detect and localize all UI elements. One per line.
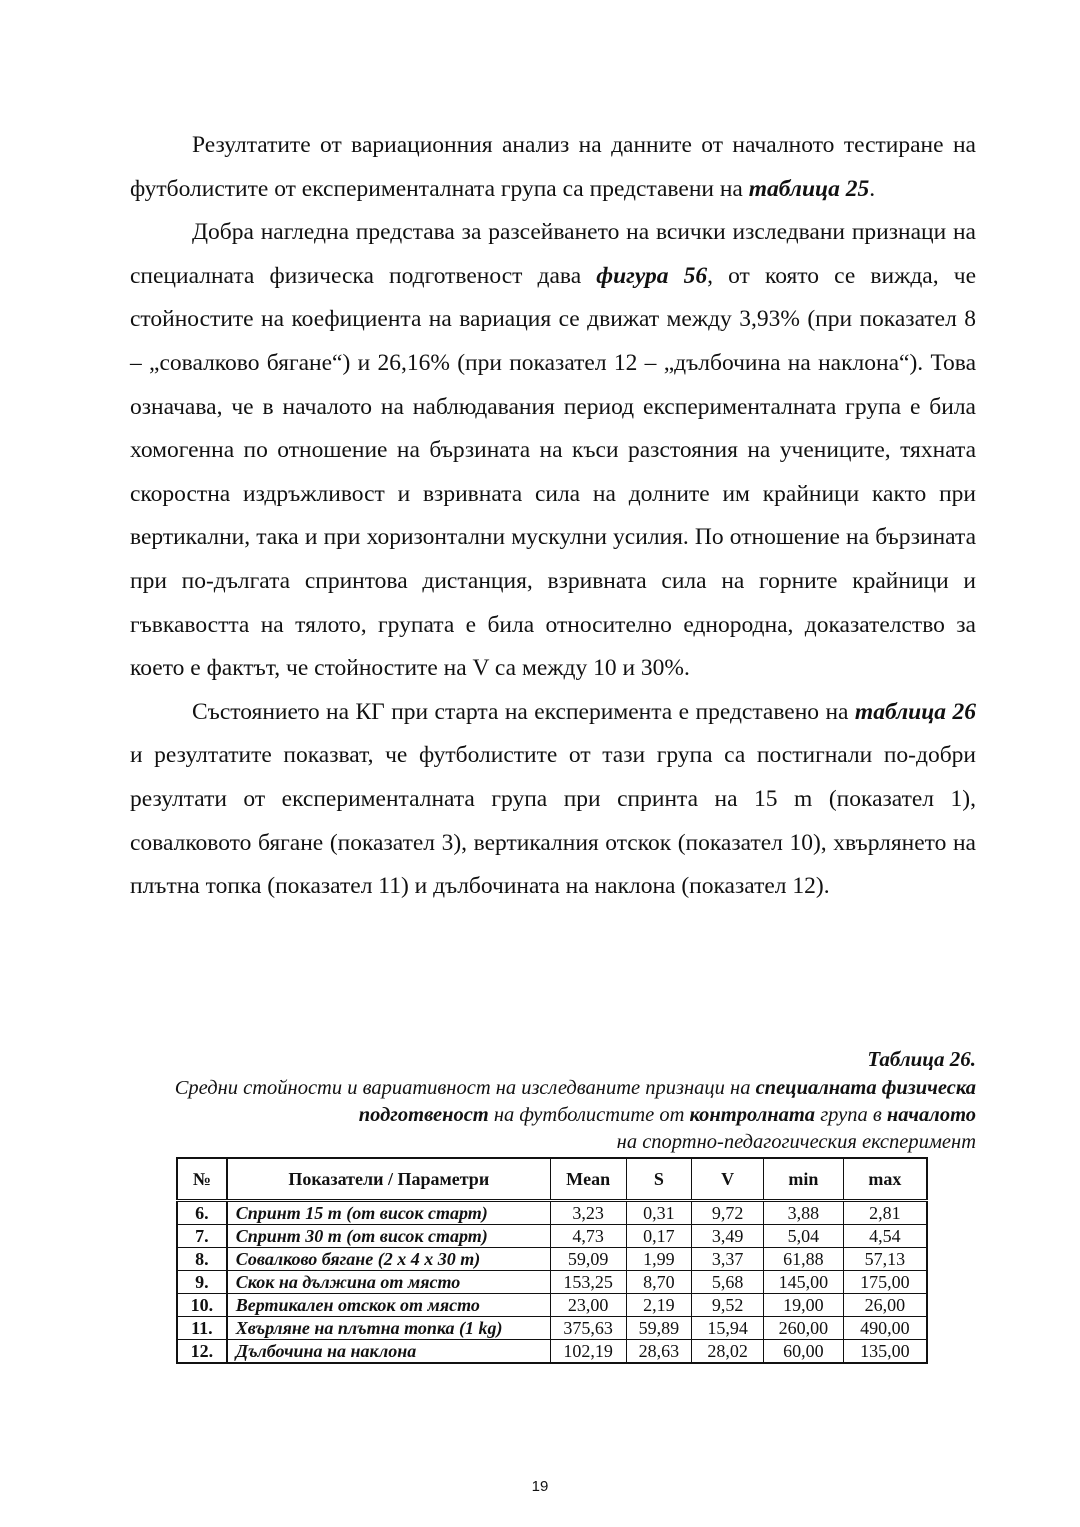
table-caption: Таблица 26. Средни стойности и вариативност на изследваните признаци на специалната физическа подготвеност на футболистите от контролната група в началото на спортно-педагогическия експеримент bbox=[130, 1046, 976, 1156]
page-number: 19 bbox=[531, 1478, 549, 1495]
table-row: 10. Вертикален отскок от място 23,00 2,19 9,52 19,00 26,00 bbox=[177, 1294, 927, 1317]
table-26-reference: таблица 26 bbox=[854, 698, 976, 725]
figure-56-reference: фигура 56 bbox=[596, 262, 708, 289]
table-label: Таблица 26. bbox=[867, 1047, 976, 1071]
header-number: № bbox=[177, 1158, 227, 1201]
table-row: 9. Скок на дължина от място 153,25 8,70 5,68 145,00 175,00 bbox=[177, 1271, 927, 1294]
header-mean: Mean bbox=[550, 1158, 626, 1201]
table-row: 6. Спринт 15 m (от висок старт) 3,23 0,31 9,72 3,88 2,81 bbox=[177, 1201, 927, 1225]
table-row: 12. Дълбочина на наклона 102,19 28,63 28,02 60,00 135,00 bbox=[177, 1340, 927, 1364]
table-25-reference: таблица 25 bbox=[748, 175, 870, 202]
table-row: 11. Хвърляне на плътна топка (1 kg) 375,63 59,89 15,94 260,00 490,00 bbox=[177, 1317, 927, 1340]
header-max: max bbox=[843, 1158, 927, 1201]
paragraph-1: Резултатите от вариационния анализ на данните от началното тестиране на футболистите от експерименталната група са представени на таблица 25. bbox=[130, 132, 976, 202]
paragraph-2: Добра нагледна представа за разсейването на всички изследвани признаци на специалната физическа подготвеност дава фигура 56, от която се вижда, че стойностите на коефициента на вариация се движат между 3,93% (при показател 8 – „совалково бягане“) и 26,16% (при показател 12 – „дълбочина на наклона“). Това означава, че в началото на наблюдавания период експерименталната група е била хомогенна по отношение на бързината на къси разстояния на учениците, тяхната скоростна издръжливост и взривната сила на долните им крайници както при вертикални, така и при хоризонтални мускулни усилия. По отношение на бързината при по-дългата спринтова дистанция, взривната сила на горните крайници и гъвкавостта на тялото, групата е била относително еднородна, доказателство за което е фактът, че стойностите на V са между 10 и 30%. bbox=[130, 219, 976, 682]
table-row: 7. Спринт 30 m (от висок старт) 4,73 0,17 3,49 5,04 4,54 bbox=[177, 1225, 927, 1248]
header-v: V bbox=[692, 1158, 764, 1201]
header-indicator: Показатели / Параметри bbox=[227, 1158, 550, 1201]
header-s: S bbox=[626, 1158, 692, 1201]
body-text bbox=[130, 124, 976, 909]
results-table bbox=[176, 1157, 928, 1364]
table-header-row bbox=[177, 1158, 927, 1201]
table-row: 8. Совалково бягане (2 х 4 х 30 m) 59,09 1,99 3,37 61,88 57,13 bbox=[177, 1248, 927, 1271]
paragraph-3: Състоянието на КГ при старта на експеримента е представено на таблица 26 и резултатите показват, че футболистите от тази група са постигнали по-добри резултати от експерименталната група при спринта на 15 m (показател 1), совалковото бягане (показател 3), вертикалния отскок (показател 10), хвърлянето на плътна топка (показател 11) и дълбочината на наклона (показател 12). bbox=[130, 698, 976, 900]
header-min: min bbox=[764, 1158, 844, 1201]
